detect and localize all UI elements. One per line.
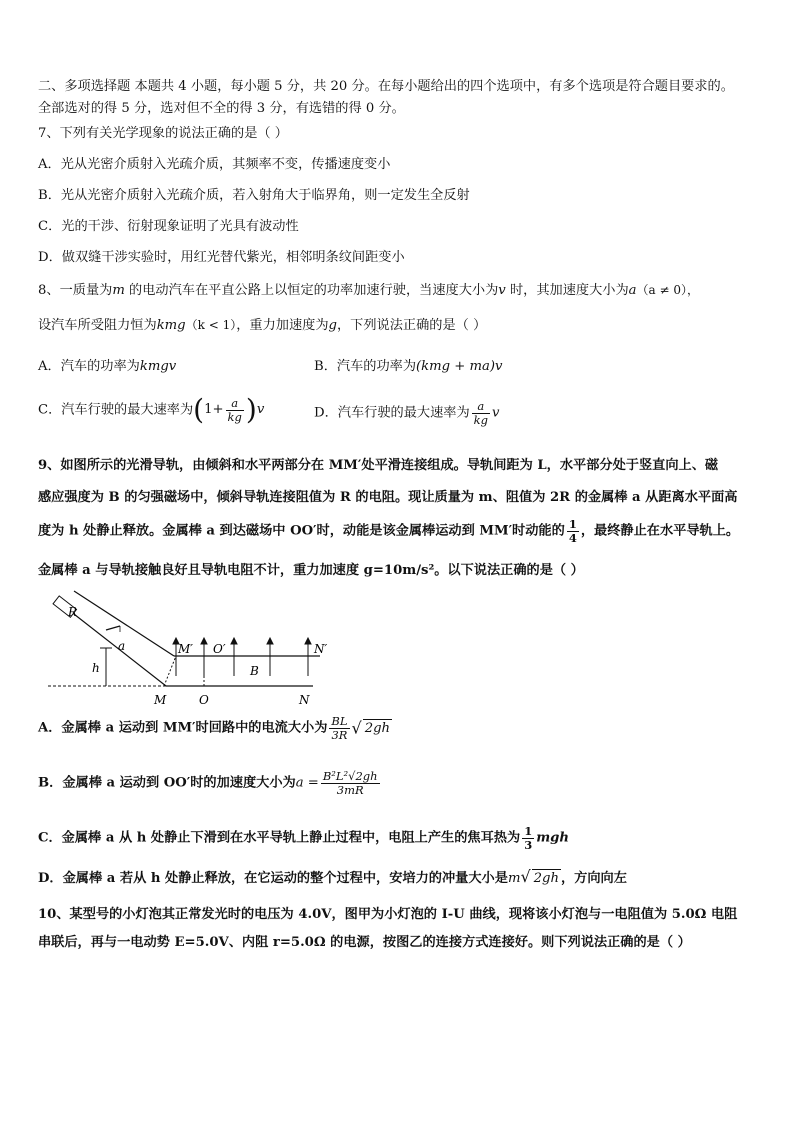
q9-ratio-num: 1 [568,517,577,531]
field-arrow-head [231,638,237,644]
q9-option-c-text: C．金属棒 a 从 h 处静止下滑到在水平导轨上静止过程中，电阻上产生的焦耳热为 [38,830,521,846]
section-header-line1: 二、多项选择题 本题共 4 小题，每小题 5 分，共 20 分。在每小题给出的四个选项中，有多个选项是符合题目要求的。 [38,79,734,94]
section-header-line2: 全部选对的得 5 分，选对但不全的得 3 分，有选错的得 0 分。 [38,101,405,116]
q8-option-c-text: C．汽车行驶的最大速率为 [38,402,194,418]
q9-option-a-den: 3R [331,728,348,742]
label-m: M [154,693,167,707]
q8-stem-text-c: 时，其加速度大小为 [505,283,629,298]
q7-stem: 7、下列有关光学现象的说法正确的是（ ） [38,126,288,141]
q9-stem-line1: 9、如图所示的光滑导轨，由倾斜和水平两部分在 MM′处平滑连接组成。导轨间距为 L，水平部分处于竖直向上、磁 [38,458,719,473]
q8-var-a: a [628,283,637,298]
q7-option-a: A．光从光密介质射入光疏介质，其频率不变，传播速度变小 [38,157,391,172]
q9-option-b-den: 3mR [336,783,364,797]
q9-option-a-radicand: 2gh [364,721,391,736]
q8-var-v: v [498,283,506,298]
q7-option-b: B．光从光密介质射入光疏介质，若入射角大于临界角，则一定发生全反射 [38,188,470,203]
label-h: h [92,661,100,675]
q8-option-b-expr: (kmg + ma)v [416,359,503,374]
label-n: N [299,693,310,707]
q9-stem-line3-text-b: ，最终静止在水平导轨上。 [580,523,740,539]
label-r: R [68,605,78,619]
q9-option-d: D．金属棒 a 若从 h 处静止释放，在它运动的整个过程中，安培力的冲量大小是m√ 2gh ，方向向左 [38,867,627,886]
q8-option-a-text: A．汽车的功率为 [38,359,140,374]
q10-stem-line2: 串联后，再与一电动势 E=5.0V、内阻 r=5.0Ω 的电源，按图乙的连接方式连接好。则下列说法正确的是（ ） [38,935,691,950]
label-m-prime: M′ [178,642,194,656]
q8-stem-text-b: 的电动汽车在平直公路上以恒定的功率加速行驶，当速度大小为 [124,283,499,298]
q10-stem-line1: 10、某型号的小灯泡其正常发光时的电压为 4.0V，图甲为小灯泡的 I-U 曲线，现将该小灯泡与一电阻值为 5.0Ω 电阻 [38,907,738,922]
q8-stem-text-a: 8、一质量为 [38,283,113,298]
label-b: B [250,664,259,678]
label-n-prime: N′ [314,642,328,656]
q9-stem-line3-text-a: 度为 h 处静止释放。金属棒 a 到达磁场中 OO′时，动能是该金属棒运动到 MM′时动能的 [38,523,565,539]
q8-cond-a: （a ≠ 0）， [636,283,699,297]
q8-line2-text-a: 设汽车所受阻力恒为 [38,318,157,333]
q9-option-a-text: A．金属棒 a 运动到 MM′时回路中的电流大小为 [38,720,328,736]
q9-option-d-m: m [507,871,521,886]
q9-ratio-fraction [567,518,579,545]
q8-var-g: g [328,318,337,333]
q9-option-b-text: B．金属棒 a 运动到 OO′时的加速度大小为 [38,775,296,791]
rail-diagram [38,588,338,710]
q9-option-c-den: 3 [524,838,533,852]
q8-line2-text-b: ，重力加速度为 [236,318,329,333]
q8-option-d-num: a [472,400,490,414]
q9-stem-line3 [38,518,739,545]
q9-option-c-num: 1 [524,824,533,838]
q8-option-a [38,358,176,376]
q9-option-b-fraction [321,770,380,797]
q9-option-d-radicand: 2gh [533,871,559,886]
field-arrow-head [267,638,273,644]
q8-option-d-fraction [472,400,490,427]
q8-option-d-text: D．汽车行驶的最大速率为 [314,405,470,421]
q8-option-b-text: B．汽车的功率为 [314,359,417,374]
left-paren: ( [193,393,205,426]
q9-option-b [38,770,382,797]
q8-option-d: D．汽车行驶的最大速率为 $\frac{a}{kg}$ v [314,399,500,427]
q9-option-a-num: BL [331,714,348,728]
field-arrow-head [201,638,207,644]
metal-bar-a [106,626,120,630]
mm-dashed [164,656,176,686]
q9-ratio-den: 4 [568,531,577,545]
q9-option-a: A．金属棒 a 运动到 MM′时回路中的电流大小为 $\frac{BL}{3R}$ √ 2gh [38,714,391,742]
q7-option-d: D．做双缝干涉实验时，用红光替代紫光，相邻明条纹间距变小 [38,250,405,265]
q8-line2-text-c: ，下列说法正确的是（ ） [337,318,487,333]
q8-stem-line2 [38,316,486,335]
q8-option-a-expr: kmgv [139,359,177,374]
q9-option-c-fraction [522,825,534,852]
q8-var-m: m [112,283,125,298]
q8-option-c-fraction [226,397,244,424]
q8-option-c: C．汽车行驶的最大速率为(1+ $\frac{a}{kg}$ )v [38,393,265,426]
q8-var-kmg: kmg [156,318,186,333]
field-arrows [173,638,311,676]
q8-stem-line1 [38,281,699,300]
q9-option-a-fraction [329,715,349,742]
q9-option-b-num: B²L²√2gh [322,769,378,783]
q9-option-d-text: D．金属棒 a 若从 h 处静止释放，在它运动的整个过程中，安培力的冲量大小是 [38,871,508,886]
q7-option-c: C．光的干涉、衍射现象证明了光具有波动性 [38,219,299,234]
q9-option-d-tail: ，方向向左 [560,871,627,886]
q9-option-c [38,825,569,852]
q8-option-c-num: a [226,397,244,411]
q8-option-c-den: kg [227,409,242,424]
q8-cond-k: （k < 1） [185,318,237,332]
q8-option-b [314,358,503,376]
field-arrow-head [305,638,311,644]
label-o-prime: O′ [213,642,226,656]
label-o: O [199,693,209,707]
right-paren: ) [245,393,257,426]
label-a: a [118,639,126,653]
q9-option-c-tail: mgh [536,830,569,846]
q9-stem-line4: 金属棒 a 与导轨接触良好且导轨电阻不计，重力加速度 g=10m/s²。以下说法正确的是（ ） [38,563,584,578]
q9-option-b-lhs: a = [295,775,319,791]
q8-option-d-den: kg [473,413,488,427]
q9-stem-line2: 感应强度为 B 的匀强磁场中，倾斜导轨连接阻值为 R 的电阻。现让质量为 m、阻值为 2R 的金属棒 a 从距离水平面高 [38,490,738,505]
